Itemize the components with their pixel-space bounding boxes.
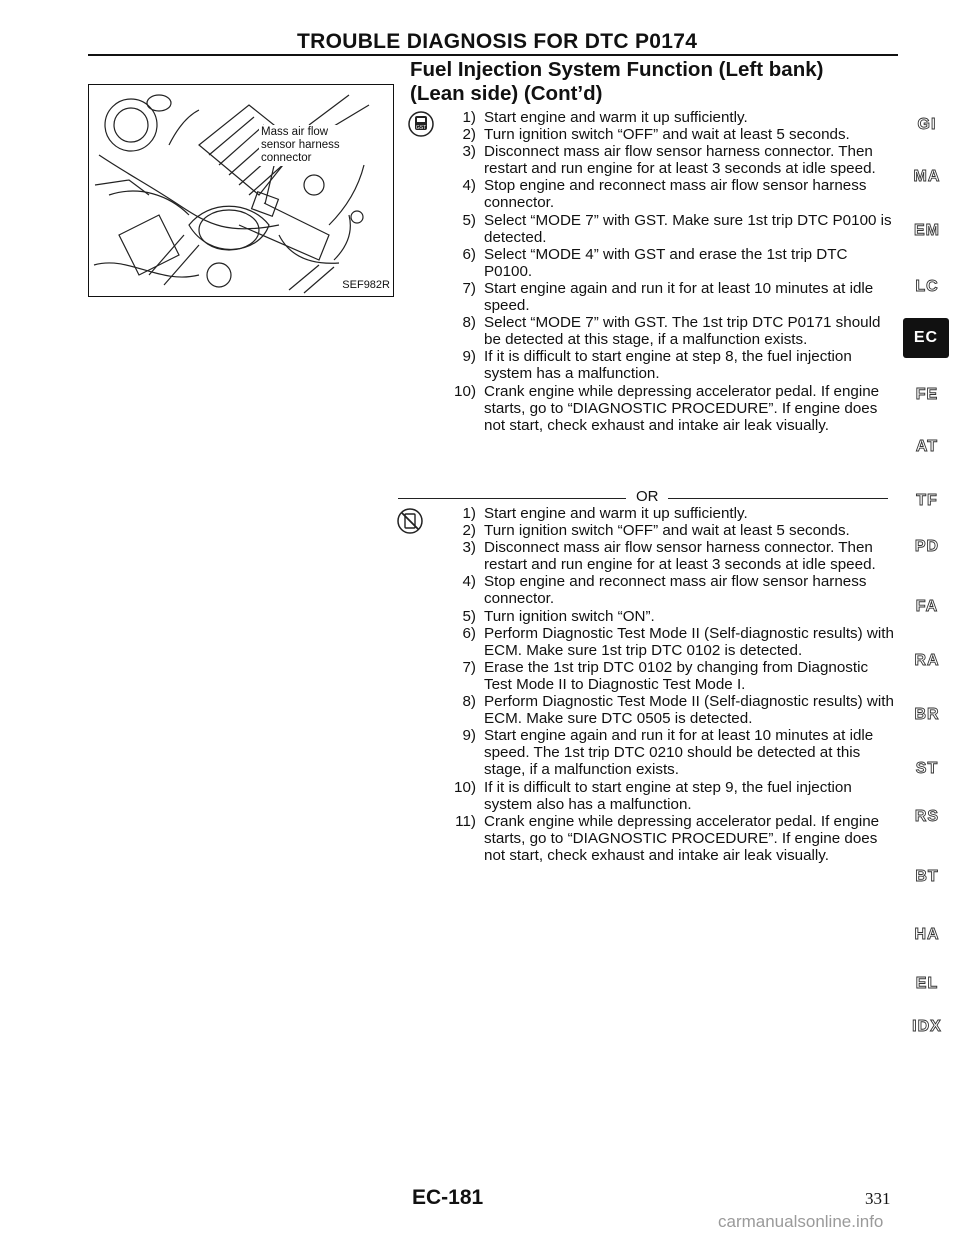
section-tab-fa[interactable]: FA bbox=[915, 598, 939, 615]
figure-callout bbox=[259, 125, 342, 166]
gst-tool-icon bbox=[407, 110, 435, 138]
procedure-step bbox=[438, 383, 896, 434]
step-text: Select “MODE 4” with GST and erase the 1st trip DTC P0100. bbox=[484, 245, 848, 280]
section-tab-bt[interactable]: BT bbox=[915, 868, 939, 885]
step-text: Select “MODE 7” with GST. The 1st trip DTC P0171 should be detected at this stage, if a malfunction exists. bbox=[484, 314, 881, 349]
section-tab-pd[interactable]: PD bbox=[914, 538, 940, 555]
figure-callout-line2: sensor harness bbox=[261, 139, 340, 151]
no-tools-icon bbox=[396, 507, 424, 535]
step-number: 10) bbox=[454, 778, 476, 796]
step-number: 1) bbox=[462, 505, 476, 522]
step-number: 4) bbox=[462, 177, 476, 195]
step-number: 6) bbox=[462, 624, 476, 642]
step-number: 2) bbox=[462, 522, 476, 540]
section-title bbox=[410, 58, 823, 106]
procedure-step bbox=[438, 522, 896, 539]
step-text: Start engine again and run it for at least 10 minutes at idle speed. bbox=[484, 279, 874, 315]
procedure-step bbox=[438, 143, 896, 177]
page-number: 331 bbox=[865, 1189, 891, 1208]
step-text: Crank engine while depressing accelerator pedal. If engine starts, go to “DIAGNOSTIC PROCEDURE”. If engine does not start, check exhaust and intake air leak visually. bbox=[484, 382, 880, 434]
procedure-step bbox=[438, 693, 896, 727]
step-text: Start engine and warm it up sufficiently. bbox=[484, 109, 748, 126]
step-number: 5) bbox=[462, 211, 476, 229]
step-number: 11) bbox=[455, 812, 476, 830]
step-text: Disconnect mass air flow sensor harness connector. Then restart and run engine for at least 3 seconds at idle speed. bbox=[484, 143, 876, 178]
procedure-step bbox=[438, 314, 896, 348]
step-number: 7) bbox=[462, 279, 476, 297]
engine-illustration bbox=[89, 85, 393, 296]
section-tab-ec[interactable]: EC bbox=[903, 318, 949, 358]
section-title-line1: Fuel Injection System Function (Left bank) bbox=[410, 58, 824, 81]
procedure-step bbox=[438, 727, 896, 778]
section-tab-fe[interactable]: FE bbox=[915, 386, 939, 403]
no-gst-procedure-list bbox=[438, 505, 896, 864]
step-number: 8) bbox=[462, 693, 476, 711]
section-tab-ma[interactable]: MA bbox=[913, 168, 941, 185]
or-label: OR bbox=[636, 488, 659, 505]
procedure-step bbox=[438, 280, 896, 314]
section-tab-lc[interactable]: LC bbox=[915, 278, 939, 295]
step-number: 3) bbox=[462, 539, 476, 557]
step-number: 10) bbox=[454, 382, 476, 400]
page-header-title: TROUBLE DIAGNOSIS FOR DTC P0174 bbox=[297, 30, 698, 53]
step-text: Select “MODE 7” with GST. Make sure 1st trip DTC P0100 is detected. bbox=[484, 211, 892, 246]
step-text: Perform Diagnostic Test Mode II (Self-diagnostic results) with ECM. Make sure 1st trip DTC 0102 is detected. bbox=[484, 624, 894, 659]
step-text: Start engine again and run it for at least 10 minutes at idle speed. The 1st trip DTC 0210 should be detected at this stage, if a malfunction exists. bbox=[484, 727, 874, 779]
section-tab-ra[interactable]: RA bbox=[914, 652, 940, 669]
step-number: 6) bbox=[462, 245, 476, 263]
step-text: If it is difficult to start engine at step 8, the fuel injection system has a malfunction. bbox=[484, 348, 852, 383]
figure-code: SEF982R bbox=[342, 279, 390, 291]
step-text: Stop engine and reconnect mass air flow sensor harness connector. bbox=[484, 177, 867, 212]
figure-callout-line3: connector bbox=[261, 152, 312, 164]
procedure-step bbox=[438, 505, 896, 522]
section-tab-st[interactable]: ST bbox=[915, 760, 939, 777]
step-number: 2) bbox=[462, 126, 476, 144]
step-number: 3) bbox=[462, 143, 476, 161]
section-tab-gi[interactable]: GI bbox=[917, 116, 937, 133]
step-text: Turn ignition switch “OFF” and wait at least 5 seconds. bbox=[484, 522, 850, 540]
or-rule-left bbox=[398, 498, 626, 499]
step-number: 9) bbox=[462, 727, 476, 745]
step-text: Turn ignition switch “ON”. bbox=[484, 607, 655, 625]
procedure-step bbox=[438, 813, 896, 864]
step-text: Turn ignition switch “OFF” and wait at least 5 seconds. bbox=[484, 126, 850, 144]
step-number: 7) bbox=[462, 658, 476, 676]
svg-text:GST: GST bbox=[415, 125, 427, 131]
procedure-step bbox=[438, 126, 896, 143]
watermark: carmanualsonline.info bbox=[718, 1212, 884, 1231]
or-rule-right bbox=[668, 498, 888, 499]
step-text: If it is difficult to start engine at step 9, the fuel injection system also has a malfunction. bbox=[484, 778, 852, 813]
section-tab-el[interactable]: EL bbox=[915, 975, 939, 992]
procedure-step bbox=[438, 625, 896, 659]
procedure-step bbox=[438, 659, 896, 693]
procedure-step bbox=[438, 109, 896, 126]
section-title-line2: (Lean side) (Cont’d) bbox=[410, 82, 603, 105]
procedure-step bbox=[438, 246, 896, 280]
step-number: 5) bbox=[462, 607, 476, 625]
section-tab-br[interactable]: BR bbox=[914, 706, 940, 723]
section-tab-em[interactable]: EM bbox=[914, 222, 940, 239]
header-rule bbox=[88, 54, 898, 56]
procedure-step bbox=[438, 177, 896, 211]
step-text: Start engine and warm it up sufficiently. bbox=[484, 505, 748, 522]
step-number: 1) bbox=[462, 109, 476, 126]
engine-bay-figure bbox=[88, 84, 394, 297]
step-number: 8) bbox=[462, 314, 476, 332]
procedure-step bbox=[438, 779, 896, 813]
page-code: EC-181 bbox=[412, 1186, 484, 1209]
procedure-step bbox=[438, 348, 896, 382]
section-tab-idx[interactable]: IDX bbox=[912, 1018, 942, 1035]
gst-procedure-list bbox=[438, 109, 896, 434]
step-text: Disconnect mass air flow sensor harness connector. Then restart and run engine for at least 3 seconds at idle speed. bbox=[484, 539, 876, 574]
step-text: Erase the 1st trip DTC 0102 by changing from Diagnostic Test Mode II to Diagnostic Test Mode I. bbox=[484, 658, 869, 693]
procedure-step bbox=[438, 573, 896, 607]
step-text: Crank engine while depressing accelerator pedal. If engine starts, go to “DIAGNOSTIC PROCEDURE”. If engine does not start, check exhaust and intake air leak visually. bbox=[484, 812, 880, 864]
section-tab-rs[interactable]: RS bbox=[914, 808, 940, 825]
step-number: 4) bbox=[462, 573, 476, 591]
step-text: Perform Diagnostic Test Mode II (Self-diagnostic results) with ECM. Make sure DTC 0505 is detected. bbox=[484, 693, 894, 728]
procedure-step bbox=[438, 608, 896, 625]
procedure-step bbox=[438, 539, 896, 573]
figure-callout-line1: Mass air flow bbox=[261, 126, 329, 138]
section-tab-tf[interactable]: TF bbox=[916, 492, 938, 509]
procedure-step bbox=[438, 212, 896, 246]
step-number: 9) bbox=[462, 348, 476, 366]
section-tab-at[interactable]: AT bbox=[915, 438, 939, 455]
step-text: Stop engine and reconnect mass air flow sensor harness connector. bbox=[484, 573, 867, 608]
section-tab-ha[interactable]: HA bbox=[914, 926, 940, 943]
